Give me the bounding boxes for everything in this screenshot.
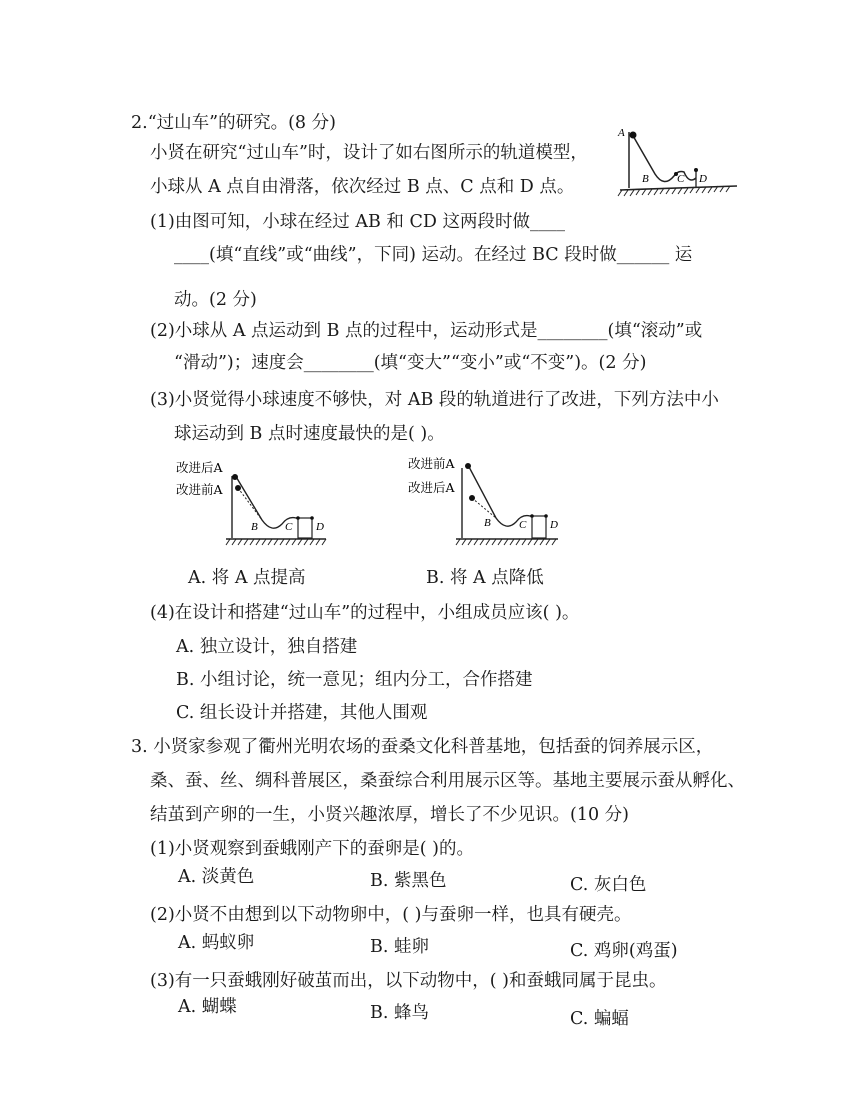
q2-part1-line3: 动。(2 分): [174, 290, 257, 310]
fig-a-label-bottom: 改进前A: [176, 482, 223, 497]
q2-part4-option-b: B. 小组讨论，统一意见；组内分工，合作搭建: [176, 670, 533, 690]
option-b-figure: [408, 454, 578, 550]
q3-intro-line2: 桑、蚕、丝、绸科普展区，桑蚕综合利用展示区等。基地主要展示蚕从孵化、: [150, 771, 745, 791]
q2-part1-line1: (1)由图可知，小球在经过 AB 和 CD 这两段时做____: [150, 212, 565, 232]
fig-b-label-bottom: 改进后A: [408, 480, 455, 495]
q3-intro-line1: 3. 小贤家参观了衢州光明农场的蚕桑文化科普基地，包括蚕的饲养展示区，: [131, 737, 714, 757]
q2-part3-line2: 球运动到 B 点时速度最快的是( )。: [174, 424, 445, 444]
q3-sub2: (2)小贤不由想到以下动物卵中，( )与蚕卵一样，也具有硬壳。: [150, 905, 632, 925]
q2-part2-line1: (2)小球从 A 点运动到 B 点的过程中，运动形式是________(填“滚动”或: [150, 321, 703, 341]
fig-b-label-c: C: [519, 519, 527, 531]
q3-sub3-option-a: A. 蝴蝶: [178, 997, 237, 1017]
fig-a-label-d: D: [316, 521, 324, 533]
q2-part3-line1: (3)小贤觉得小球速度不够快，对 AB 段的轨道进行了改进，下列方法中小: [150, 390, 719, 410]
q2-part1-line2: ____(填“直线”或“曲线”，下同) 运动。在经过 BC 段时做______ 运: [174, 245, 693, 265]
q3-sub1: (1)小贤观察到蚕蛾刚产下的蚕卵是( )的。: [150, 839, 475, 859]
fig-b-label-b: B: [484, 517, 491, 529]
q3-sub3-option-c: C. 蝙蝠: [570, 1009, 629, 1029]
fig-label-c: C: [677, 173, 685, 185]
q2-intro-line2: 小球从 A 点自由滑落，依次经过 B 点、C 点和 D 点。: [150, 177, 575, 197]
q2-option-b-text: B. 将 A 点降低: [426, 568, 544, 588]
fig-a-label-c: C: [285, 521, 293, 533]
q2-part4-option-a: A. 独立设计，独自搭建: [176, 637, 358, 657]
q2-part4-line1: (4)在设计和搭建“过山车”的过程中，小组成员应该( )。: [150, 603, 580, 623]
fig-label-b: B: [642, 173, 649, 185]
q3-sub1-option-c: C. 灰白色: [570, 875, 647, 895]
option-a-figure: [176, 458, 346, 550]
q3-sub2-option-b: B. 蛙卵: [370, 937, 429, 957]
q2-title: 2.“过山车”的研究。(8 分): [131, 113, 336, 133]
q2-part4-option-c: C. 组长设计并搭建，其他人围观: [176, 703, 428, 723]
q3-sub1-option-b: B. 紫黑色: [370, 871, 447, 891]
fig-label-d: D: [699, 173, 707, 185]
fig-label-a: A: [618, 127, 625, 139]
fig-a-label-b: B: [251, 521, 258, 533]
q2-intro-line1: 小贤在研究“过山车”时，设计了如右图所示的轨道模型，: [150, 143, 588, 163]
fig-b-label-d: D: [550, 519, 558, 531]
q3-sub1-option-a: A. 淡黄色: [178, 867, 255, 887]
fig-a-label-top: 改进后A: [176, 460, 223, 475]
q2-part2-line2: “滑动”)；速度会________(填“变大”“变小”或“不变”)。(2 分): [174, 353, 647, 373]
q3-sub3: (3)有一只蚕蛾刚好破茧而出，以下动物中，( )和蚕蛾同属于昆虫。: [150, 971, 667, 991]
q3-sub2-option-a: A. 蚂蚁卵: [178, 933, 255, 953]
q3-sub3-option-b: B. 蜂鸟: [370, 1003, 429, 1023]
q3-intro-line3: 结茧到产卵的一生，小贤兴趣浓厚，增长了不少见识。(10 分): [150, 805, 629, 825]
q3-sub2-option-c: C. 鸡卵(鸡蛋): [570, 941, 678, 961]
roller-coaster-figure: [612, 122, 742, 208]
fig-b-label-top: 改进前A: [408, 456, 455, 471]
q2-option-a-text: A. 将 A 点提高: [188, 568, 306, 588]
